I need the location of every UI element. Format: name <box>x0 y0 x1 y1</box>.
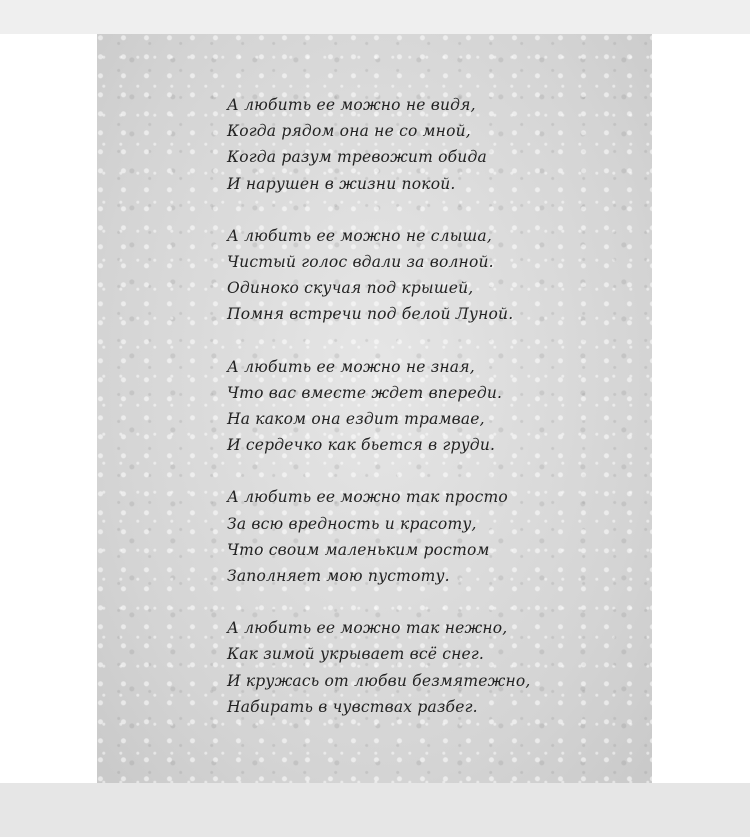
poem-page <box>97 34 652 783</box>
stanza-3 <box>227 354 627 459</box>
stanza-5 <box>227 615 627 720</box>
poem-line: Когда разум тревожит обида <box>227 148 487 167</box>
poem-line: А любить ее можно не зная, <box>227 357 475 376</box>
poem-line: А любить ее можно так нежно, <box>227 619 508 638</box>
poem-line: Как зимой укрывает всё снег. <box>227 645 485 664</box>
poem-line: За всю вредность и красоту, <box>227 514 477 533</box>
poem-line: Что вас вместе ждет впереди. <box>227 383 503 402</box>
poem-line: А любить ее можно не слыша, <box>227 226 492 245</box>
poem-line: Помня встречи под белой Луной. <box>227 305 514 324</box>
poem-text <box>227 92 627 746</box>
top-bar <box>0 0 750 34</box>
poem-line: А любить ее можно так просто <box>227 488 508 507</box>
bottom-bar <box>0 783 750 837</box>
stanza-2 <box>227 223 627 328</box>
poem-line: А любить ее можно не видя, <box>227 96 476 114</box>
poem-line: И кружась от любви безмятежно, <box>227 671 531 690</box>
poem-line: Набирать в чувствах разбег. <box>227 697 478 716</box>
stanza-4 <box>227 484 627 589</box>
poem-line: Что своим маленьким ростом <box>227 540 490 559</box>
stanza-1 <box>227 92 627 197</box>
poem-line: Одиноко скучая под крышей, <box>227 279 474 298</box>
poem-line: Заполняет мою пустоту. <box>227 567 450 586</box>
poem-line: И нарушен в жизни покой. <box>227 174 456 193</box>
poem-line: И сердечко как бьется в груди. <box>227 436 496 455</box>
poem-line: На каком она ездит трамвае, <box>227 410 485 429</box>
poem-line: Чистый голос вдали за волной. <box>227 253 494 272</box>
poem-line: Когда рядом она не со мной, <box>227 122 471 141</box>
